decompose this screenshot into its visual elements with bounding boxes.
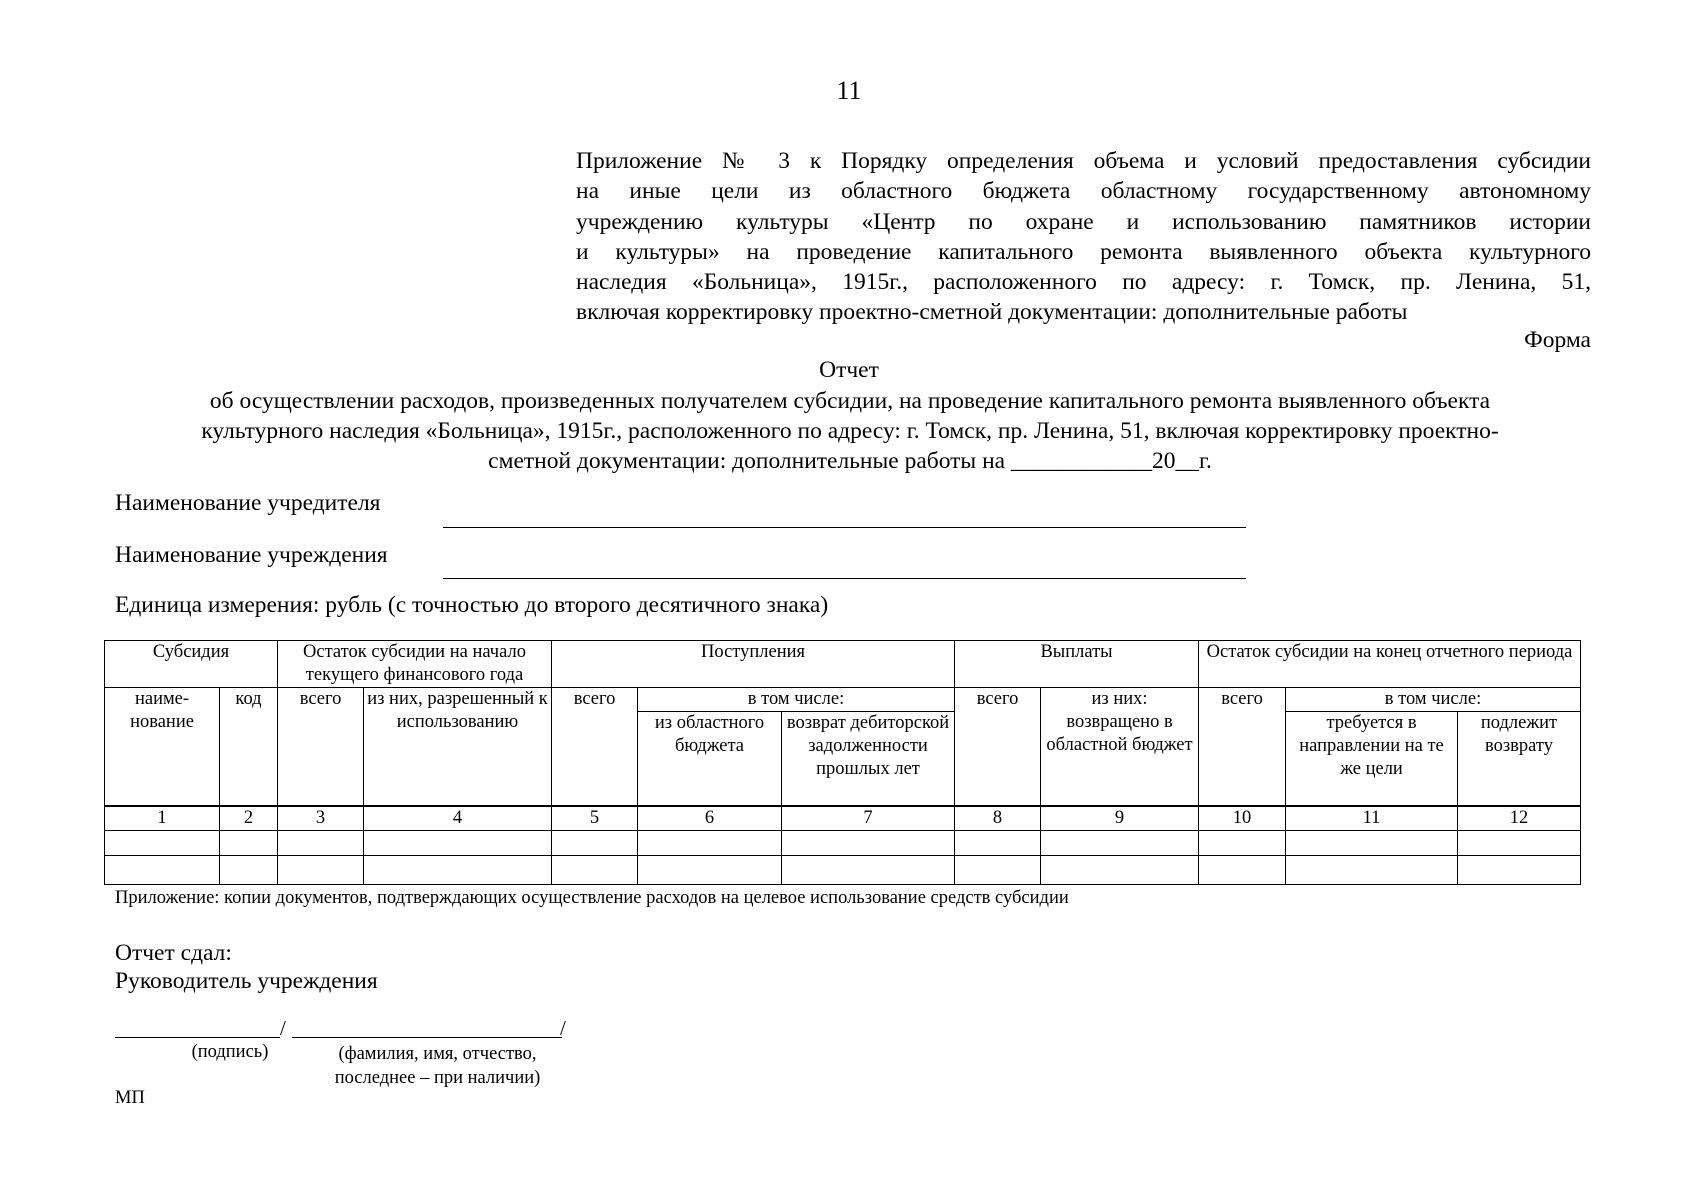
header-from-regional-budget: из областного бюджета	[638, 712, 782, 807]
table-cell[interactable]	[220, 856, 278, 885]
appendix-line: включая корректировку проектно-сметной документации: дополнительные работы	[576, 299, 1408, 326]
table-cell[interactable]	[278, 831, 364, 856]
report-subtitle-line: культурного наследия «Больница», 1915г., расположенного по адресу: г. Томск, пр. Ленина, 51, включая корректировку проектно-	[201, 418, 1499, 444]
table-cell[interactable]	[105, 831, 220, 856]
stamp-label: МП	[115, 1088, 145, 1108]
table-cell[interactable]	[1458, 831, 1581, 856]
table-cell[interactable]	[1458, 856, 1581, 885]
full-name-caption	[310, 1042, 565, 1090]
header-of-which-returned: из них: возвращено в областной бюджет	[1041, 688, 1199, 807]
page-number: 11	[836, 76, 862, 105]
table-cell[interactable]	[1041, 831, 1199, 856]
header-required-same-goals: требуется в направлении на те же цели	[1286, 712, 1458, 807]
report-subtitle-line: об осуществлении расходов, произведенных получателем субсидии, на проведение капитального ремонта выявленного объекта	[209, 388, 1491, 414]
table-cell[interactable]	[364, 831, 552, 856]
header-debt-return: возврат дебиторской задолженности прошлых лет	[782, 712, 955, 807]
appendix-line: Приложение № 3 к Порядку определения объема и условий предоставления субсидии	[576, 148, 1591, 174]
table-cell[interactable]	[955, 856, 1041, 885]
header-name: наиме-нование	[105, 688, 220, 807]
column-number: 8	[955, 806, 1041, 831]
report-title: Отчет	[819, 357, 879, 383]
column-number: 1	[105, 806, 220, 831]
report-subtitle	[110, 386, 1590, 476]
attachment-note: Приложение: копии документов, подтверждающих осуществление расходов на целевое использование средств субсидии	[115, 888, 1069, 908]
column-number: 9	[1041, 806, 1199, 831]
table-cell[interactable]	[552, 856, 638, 885]
table-cell[interactable]	[955, 831, 1041, 856]
header-including-balance: в том числе:	[1286, 688, 1581, 712]
form-label: Форма	[1524, 327, 1591, 353]
appendix-line: учреждению культуры «Центр по охране и использованию памятников истории	[576, 208, 1591, 235]
founder-input-line[interactable]	[443, 527, 1246, 528]
table-cell[interactable]	[552, 831, 638, 856]
appendix-line: наследия «Больница», 1915г., расположенного по адресу: г. Томск, пр. Ленина, 51,	[576, 269, 1591, 296]
column-number: 4	[364, 806, 552, 831]
table-row	[105, 831, 1581, 856]
signature-line[interactable]	[115, 1037, 280, 1038]
table-row	[105, 856, 1581, 885]
report-table	[104, 640, 1581, 885]
appendix-heading	[576, 146, 1591, 328]
report-subtitle-line: сметной документации: дополнительные работы на ____________20__г.	[488, 448, 1212, 474]
table-cell[interactable]	[1199, 856, 1286, 885]
header-total-8: всего	[955, 688, 1041, 807]
column-number: 7	[782, 806, 955, 831]
header-including-receipts: в том числе:	[638, 688, 955, 712]
table-cell[interactable]	[638, 831, 782, 856]
signature-separator: /	[280, 1016, 286, 1040]
header-balance-start: Остаток субсидии на начало текущего финансового года	[278, 641, 552, 688]
table-cell[interactable]	[1286, 856, 1458, 885]
table-cell[interactable]	[782, 856, 955, 885]
table-cell[interactable]	[638, 856, 782, 885]
table-cell[interactable]	[1199, 831, 1286, 856]
header-total-3: всего	[278, 688, 364, 807]
header-total-5: всего	[552, 688, 638, 807]
signature-caption: (подпись)	[191, 1042, 269, 1062]
table-cell[interactable]	[1286, 831, 1458, 856]
table-cell[interactable]	[782, 831, 955, 856]
column-number: 12	[1458, 806, 1581, 831]
column-number: 10	[1199, 806, 1286, 831]
appendix-line: и культуры» на проведение капитального ремонта выявленного объекта культурного	[576, 238, 1591, 265]
submitted-label: Отчет сдал:	[115, 940, 232, 966]
signature-separator-end: /	[560, 1016, 566, 1040]
head-label: Руководитель учреждения	[115, 968, 378, 994]
full-name-line[interactable]	[292, 1037, 562, 1038]
institution-label: Наименование учреждения	[115, 542, 388, 568]
header-balance-end: Остаток субсидии на конец отчетного периода	[1199, 641, 1581, 688]
column-number: 6	[638, 806, 782, 831]
full-name-caption-line: последнее – при наличии)	[334, 1068, 541, 1088]
table-cell[interactable]	[1041, 856, 1199, 885]
founder-label: Наименование учредителя	[115, 490, 381, 516]
header-of-which-allowed: из них, разрешенный к использованию	[364, 688, 552, 807]
full-name-caption-line: (фамилия, имя, отчество,	[338, 1044, 537, 1064]
header-receipts: Поступления	[552, 641, 955, 688]
table-cell[interactable]	[220, 831, 278, 856]
column-number: 2	[220, 806, 278, 831]
unit-label: Единица измерения: рубль (с точностью до второго десятичного знака)	[115, 592, 829, 618]
header-to-return: подлежит возврату	[1458, 712, 1581, 807]
table-cell[interactable]	[278, 856, 364, 885]
column-number: 11	[1286, 806, 1458, 831]
header-payments: Выплаты	[955, 641, 1199, 688]
table-cell[interactable]	[105, 856, 220, 885]
appendix-line: на иные цели из областного бюджета областному государственному автономному	[576, 178, 1591, 205]
header-total-10: всего	[1199, 688, 1286, 807]
header-code: код	[220, 688, 278, 807]
table-cell[interactable]	[364, 856, 552, 885]
institution-input-line[interactable]	[443, 578, 1246, 579]
header-subsidy: Субсидия	[105, 641, 278, 688]
column-number: 3	[278, 806, 364, 831]
column-number: 5	[552, 806, 638, 831]
